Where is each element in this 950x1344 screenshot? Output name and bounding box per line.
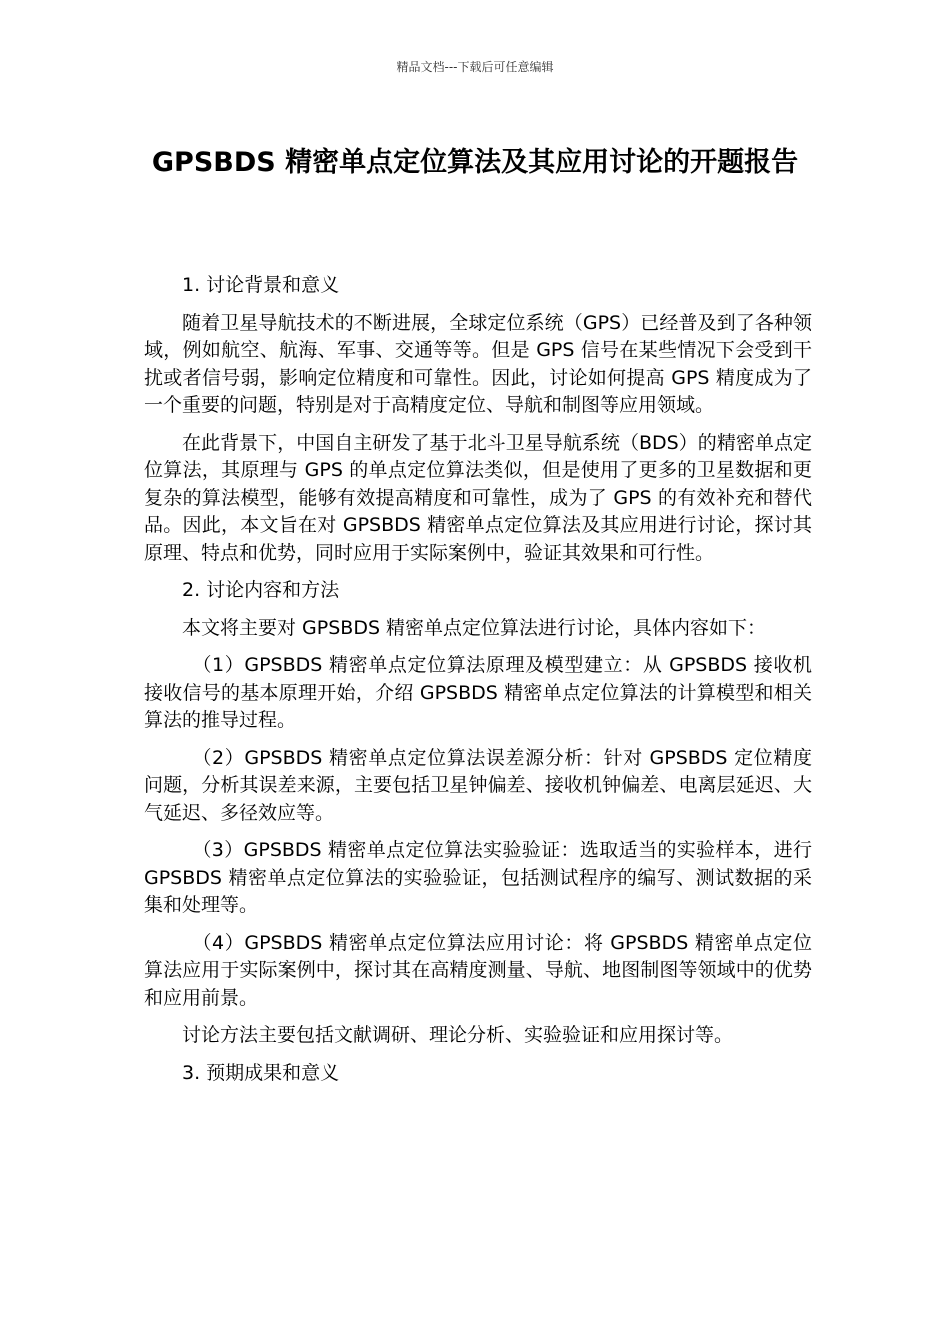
section1-heading: 1. 讨论背景和意义 <box>182 274 340 296</box>
section2-item-4: （4）GPSBDS 精密单点定位算法应用讨论：将 GPSBDS 精密单点定位算法应用于实际案例中，探讨其在高精度测量、导航、地图制图等领域中的优势和应用前景。 <box>144 931 812 1009</box>
section2-item-1: （1）GPSBDS 精密单点定位算法原理及模型建立：从 GPSBDS 接收机接收信号的基本原理开始，介绍 GPSBDS 精密单点定位算法的计算模型和相关算法的推导过程。 <box>144 654 812 731</box>
section2-item-3: （3）GPSBDS 精密单点定位算法实验验证：选取适当的实验样本，进行 GPSBDS 精密单点定位算法的实验验证，包括测试程序的编写、测试数据的采集和处理等。 <box>144 839 812 916</box>
section2-heading: 2. 讨论内容和方法 <box>182 579 340 601</box>
section2-methods: 讨论方法主要包括文献调研、理论分析、实验验证和应用探讨等。 <box>182 1024 734 1046</box>
section2-intro: 本文将主要对 GPSBDS 精密单点定位算法进行讨论，具体内容如下： <box>182 616 767 639</box>
header-note: 精品文档---下载后可任意编辑 <box>396 60 554 74</box>
section2-item-2: （2）GPSBDS 精密单点定位算法误差源分析：针对 GPSBDS 定位精度问题，分析其误差来源，主要包括卫星钟偏差、接收机钟偏差、电离层延迟、大气延迟、多径效应等。 <box>144 746 812 824</box>
document-body <box>144 272 812 1097</box>
section3-heading: 3. 预期成果和意义 <box>182 1061 340 1084</box>
document-title: GPSBDS 精密单点定位算法及其应用讨论的开题报告 <box>151 147 799 178</box>
section1-paragraph-1: 随着卫星导航技术的不断进展，全球定位系统（GPS）已经普及到了各种领域，例如航空、航海、军事、交通等等。但是 GPS 信号在某些情况下会受到干扰或者信号弱，影响定位精度和可靠性。因此，讨论如何提高 GPS 精度成为了一个重要的问题，特别是对于高精度定位、导航和制图等应用领域。 <box>144 311 812 416</box>
section1-paragraph-2: 在此背景下，中国自主研发了基于北斗卫星导航系统（BDS）的精密单点定位算法，其原理与 GPS 的单点定位算法类似，但是使用了更多的卫星数据和更复杂的算法模型，能够有效提高精度和可靠性，成为了 GPS 的有效补充和替代品。因此，本文旨在对 GPSBDS 精密单点定位算法及其应用进行讨论，探讨其原理、特点和优势，同时应用于实际案例中，验证其效果和可行性。 <box>144 431 812 564</box>
